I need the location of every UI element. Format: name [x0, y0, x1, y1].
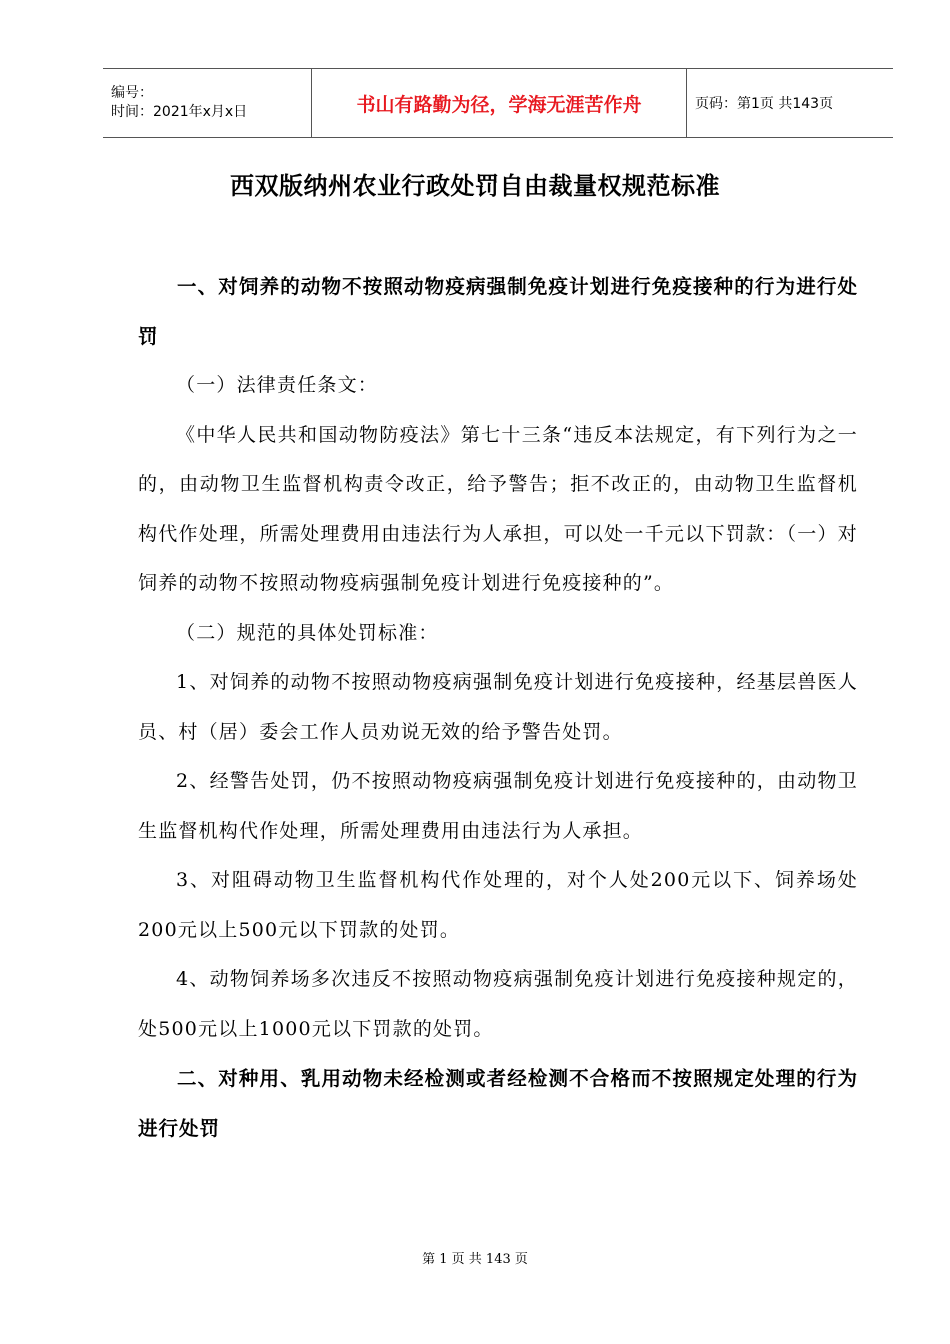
- document-body: [138, 262, 858, 1153]
- page-header: [103, 68, 893, 138]
- document-number-label: 编号：: [111, 85, 153, 101]
- section-heading: 一、对饲养的动物不按照动物疫病强制免疫计划进行免疫接种的行为进行处罚: [138, 275, 858, 348]
- document-time: 时间：2021年x月x日: [111, 104, 248, 120]
- list-item: 3、对阻碍动物卫生监督机构代作处理的，对个人处200元以下、饲养场处200元以上500元以下罚款的处罚。: [138, 869, 858, 941]
- subsection-heading: （一）法律责任条文：: [176, 374, 379, 396]
- subsection-heading: （二）规范的具体处罚标准：: [176, 621, 439, 644]
- list-item: 4、动物饲养场多次违反不按照动物疫病强制免疫计划进行免疫接种规定的，处500元以上1000元以下罚款的处罚。: [138, 968, 858, 1040]
- header-motto: 书山有路勤为径，学海无涯苦作舟: [356, 93, 642, 116]
- header-page-info: 页码：第1页 共143页: [695, 96, 834, 112]
- list-item: 2、经警告处罚，仍不按照动物疫病强制免疫计划进行免疫接种的，由动物卫生监督机构代作处理，所需处理费用由违法行为人承担。: [138, 770, 858, 842]
- list-item: 1、对饲养的动物不按照动物疫病强制免疫计划进行免疫接种，经基层兽医人员、村（居）委会工作人员劝说无效的给予警告处罚。: [138, 671, 858, 743]
- section-heading: 二、对种用、乳用动物未经检测或者经检测不合格而不按照规定处理的行为进行处罚: [138, 1067, 858, 1140]
- header-meta: [103, 69, 312, 137]
- document-title: 西双版纳州农业行政处罚自由裁量权规范标准: [230, 172, 720, 200]
- header-motto-cell: [312, 69, 687, 137]
- page-footer: 第 1 页 共 143 页: [422, 1252, 528, 1267]
- paragraph: 《中华人民共和国动物防疫法》第七十三条“违反本法规定，有下列行为之一的，由动物卫生监督机构责令改正，给予警告；拒不改正的，由动物卫生监督机构代作处理，所需处理费用由违法行为人承担，可以处一千元以下罚款：（一）对饲养的动物不按照动物疫病强制免疫计划进行免疫接种的”。: [138, 423, 858, 594]
